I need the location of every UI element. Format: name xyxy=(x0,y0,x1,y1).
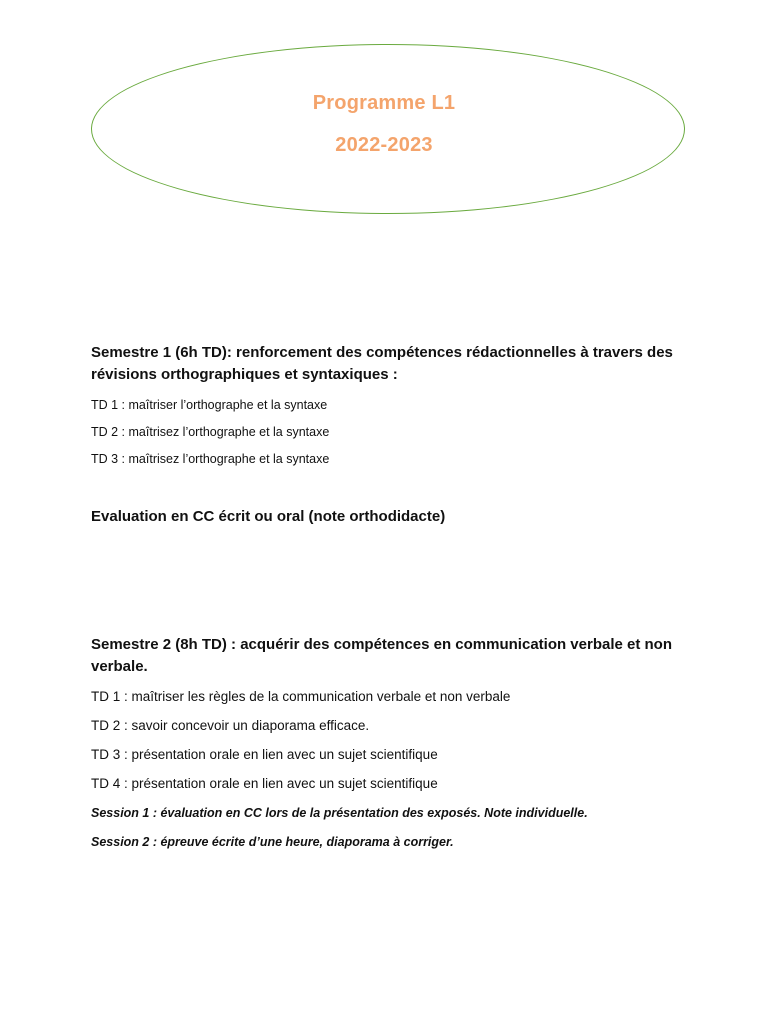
semester1-td2: TD 2 : maîtrisez l’orthographe et la syntaxe xyxy=(91,425,330,439)
semester1-heading: Semestre 1 (6h TD): renforcement des compétences rédactionnelles à travers des révisions orthographiques et syntaxiques : xyxy=(91,344,673,383)
semester2-session1: Session 1 : évaluation en CC lors de la présentation des exposés. Note individuelle. xyxy=(91,806,588,820)
semester1-evaluation: Evaluation en CC écrit ou oral (note orthodidacte) xyxy=(91,508,446,525)
semester2-td2: TD 2 : savoir concevoir un diaporama efficace. xyxy=(91,718,370,733)
semester1-td1: TD 1 : maîtriser l’orthographe et la syntaxe xyxy=(91,398,328,412)
program-title: Programme L1 xyxy=(312,92,456,114)
semester2-td3: TD 3 : présentation orale en lien avec un sujet scientifique xyxy=(91,747,438,762)
semester2-td1: TD 1 : maîtriser les règles de la communication verbale et non verbale xyxy=(91,689,511,704)
title-ellipse xyxy=(91,44,685,214)
academic-year: 2022-2023 xyxy=(335,134,433,156)
semester2-heading: Semestre 2 (8h TD) : acquérir des compétences en communication verbale et non verbale. xyxy=(91,636,673,675)
semester1-td3: TD 3 : maîtrisez l’orthographe et la syntaxe xyxy=(91,452,330,466)
semester2-session2: Session 2 : épreuve écrite d’une heure, diaporama à corriger. xyxy=(91,835,454,849)
semester2-td4: TD 4 : présentation orale en lien avec un sujet scientifique xyxy=(91,776,438,791)
